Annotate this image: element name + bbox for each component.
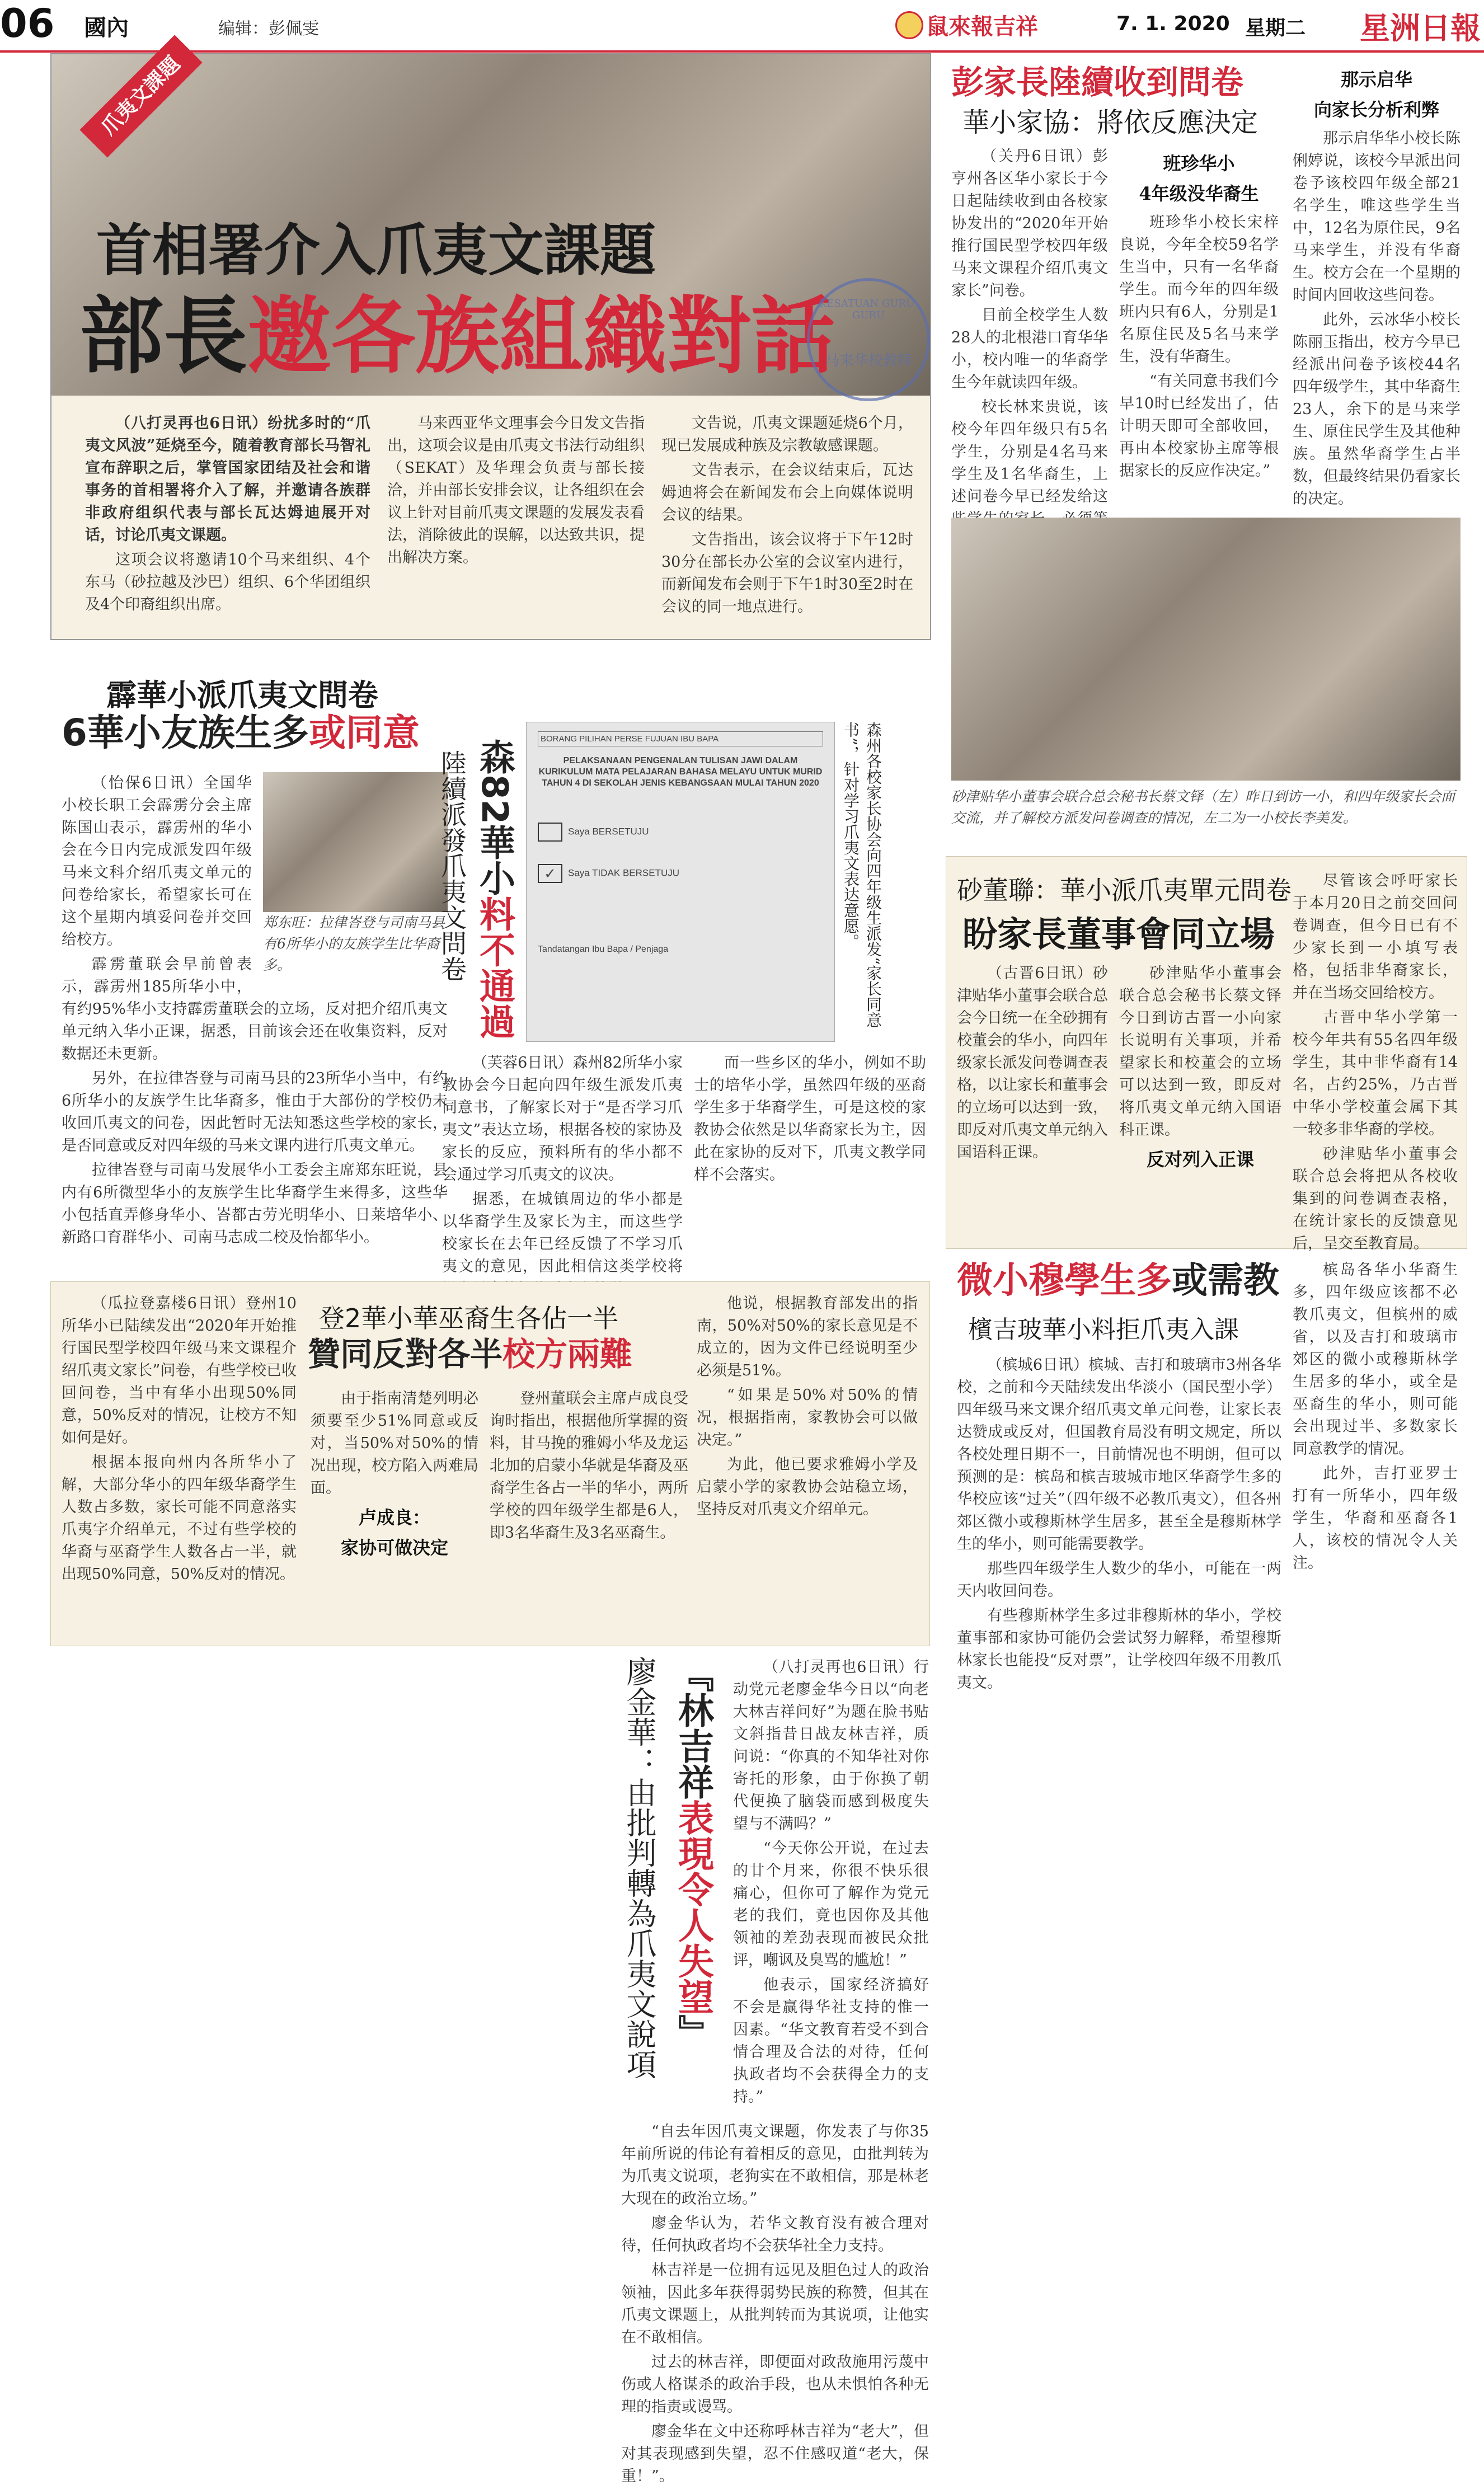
story1-para: （八打灵再也6日讯）纷扰多时的“爪夷文风波”延烧至今，随着教育部长马智礼宣布辞职之后，掌管国家团结及社会和谐事务的首相署将介入了解，并邀请各族群非政府组织代表与部长瓦达姆迪展开对话，讨论爪夷文课题。: [85, 415, 370, 544]
story4-para: （瓜拉登嘉楼6日讯）登州10所华小已陆续发出“2020年开始推行国民型学校四年级马来文课程介绍爪夷文家长”问卷，有些学校已收回问卷，当中有华小出现50%同意，50%反对的情况，让校方不知如何是好。: [62, 1295, 297, 1446]
story3-subtitle: 陸續派發爪夷文問卷: [437, 750, 467, 981]
story7-para: 砂津贴华小董事会联合总会秘书长蔡文铎今日到访古晋一小向家长说明有关事项，并希望家长和校董会的立场可以达到一致，即反对将爪夷文单元纳入国语科正课。: [1119, 965, 1281, 1139]
story2-portrait: [263, 772, 448, 974]
story8-para: 此外，吉打亚罗士打有一所华小，四年级学生，华裔和巫裔各1人，该校的情况令人关注。: [1293, 1465, 1458, 1572]
story5-col1: [733, 1656, 929, 2111]
story3-para: （芙蓉6日讯）森州82所华小家教协会今日起向四年级生派发爪夷同意书，了解家长对于“是否学习爪夷文”表达立场，根据各校的家协及家长的反应，预料所有的华小都不会通过学习爪夷文的议决。: [442, 1054, 683, 1183]
story1-para: 文告指出，该会议将于下午12时30分在部长办公室的会议室内进行，而新闻发布会则于下午1时30至2时在会议的同一地点进行。: [661, 531, 913, 616]
story8-para: 槟岛各华小华裔生多，四年级应该都不必教爪夷文，但槟州的威省，以及吉打和玻璃市郊区的微小或穆斯林学生居多的华小，或全是巫裔生的华小，则可能会出现过半、多数家长同意教学的情况。: [1293, 1261, 1458, 1458]
story3-col1: [442, 1052, 683, 1303]
story7-col3: [1293, 870, 1458, 1257]
ad-text: 鼠來報吉祥: [926, 14, 1038, 40]
story3-para: 而一些乡区的华小，例如不助士的培华小学，虽然四年级的巫裔学生多于华裔学生，可是这校的家教协会依然是以华裔家长为主，因此在家协的反对下，爪夷文教学同样不会落实。: [694, 1054, 926, 1183]
story4-para: 他说，根据教育部发出的指南，50%对50%的家长意见是不成立的，因为文件已经说明至少必须是51%。: [697, 1295, 918, 1379]
agree-text: Saya BERSETUJU: [568, 826, 649, 837]
form-option-disagree: [538, 864, 823, 883]
story4-headline: [308, 1335, 632, 1374]
union-stamp: [807, 278, 930, 401]
story7-col2: [1119, 962, 1281, 1177]
story4-para: “如果是50%对50%的情况，根据指南，家教协会可以做决定。”: [697, 1387, 918, 1449]
story7-para: 古晋中华小学第一校今年共有55名四年级学生，其中非华裔有14名，占约25%，乃古晋中华小学校董会属下其一较多非华裔的学校。: [1293, 1009, 1458, 1138]
story1-col1: [85, 412, 370, 618]
story7-para: 砂津贴华小董事会联合总会将把从各校收集到的问卷调查表格，在统计家长的反馈意见后，呈交至教育局。: [1293, 1145, 1458, 1252]
story6-para: “有关同意书我们今早10时已经发出了，估计明天即可全部收回，再由本校家协主席等根据家长的反应作决定。”: [1119, 373, 1279, 480]
story5-para: 廖金华在文中还称呼林吉祥为“老大”，但对其表现感到失望，忍不住感叹道“老大，保重！”。: [621, 2423, 929, 2485]
story7-col1: [957, 962, 1108, 1166]
checkbox-icon: [538, 823, 562, 842]
story6-para: 班珍华小校长宋梓良说，今年全校59名学生当中，只有一名华裔学生。而今年的四年级班内只有6人，分别是1名原住民及5名马来学生，没有华裔生。: [1119, 214, 1279, 365]
story6-col1: [951, 145, 1108, 577]
story6-para: 那示启华华小校长陈俐婷说，该校今早派出问卷予该校四年级全部21名学生，唯这些学生当中，12名为原住民，9名马来学生，并没有华裔生。校方会在一个星期的时间内回收这些问卷。: [1293, 130, 1460, 304]
story5-para: “今天你公开说，在过去的廿个月来，你很不快乐很痛心，但你可了解作为党元老的我们，竟也因你及其他领袖的差劲表现而被民众批评，嘲讽及臭骂的尴尬！”: [733, 1840, 929, 1969]
story4-col4: [697, 1293, 918, 1523]
story1-col2: [387, 412, 645, 571]
story2-headline: [62, 711, 420, 755]
story8-headline: [957, 1259, 1279, 1303]
form-header: BORANG PILIHAN PERSE FUJUAN IBU BAPA: [538, 731, 823, 746]
story4-headline-red: 校方兩難: [503, 1335, 633, 1373]
survey-form-photo: [526, 722, 835, 1042]
story8-para: 有些穆斯林学生多过非穆斯林的华小，学校董事部和家协可能仍会尝试努力解释，希望穆斯林家长也能投“反对票”，让学校四年级不用教爪夷文。: [957, 1607, 1281, 1692]
story4-col3: [490, 1388, 688, 1547]
portrait-photo: [263, 772, 448, 912]
story5-para: 他表示，国家经济搞好不会是赢得华社支持的惟一因素。“华文教育若受不到合情合理及合法的对待，任何执政者均不会获得全力的支持。”: [733, 1976, 929, 2106]
story1-para: 马来西亚华文理事会今日发文告指出，这项会议是由爪夷文书法行动组织（SEKAT）及华理会负责与部长接洽，并由部长安排会议，让各组织在会议上针对目前爪夷文课题的发展发表看法，消除彼此的误解，以达致共识，提出解决方案。: [387, 415, 645, 566]
story6-para: 此外，云冰华小校长陈丽玉指出，校方今早已经派出问卷予该校44名四年级学生，其中华裔生23人，余下的是马来学生、原住民学生及其他种族。虽然华裔学生占半数，但最终结果仍看家长的决定。: [1293, 311, 1460, 508]
editor-credit: 编辑：彭佩雯: [218, 19, 319, 39]
story3-caption: 森州各校家长协会向四年级生派发“家长同意书”，针对学习爪夷文表达意愿。: [842, 722, 882, 1028]
stamp-outer-text: KESATUAN GURU-GURU: [819, 298, 918, 321]
story8-col1: [957, 1354, 1281, 1697]
story7-kicker: 砂董聯：華小派爪夷單元問卷: [957, 875, 1292, 905]
story1-headline: [79, 289, 835, 384]
story6-col2: [1119, 145, 1279, 485]
story4-para: 为此，他已要求雅姆小学及启蒙小学的家教协会站稳立场，坚持反对爪夷文介绍单元。: [697, 1456, 918, 1518]
story8-subhead: 檳吉玻華小料拒爪夷入課: [968, 1316, 1239, 1344]
story3-col2: [694, 1052, 926, 1188]
story4-sub2: 家协可做决定: [340, 1537, 448, 1558]
form-option-agree: [538, 823, 823, 842]
story1-para: 文告说，爪夷文课题延烧6个月，现已发展成种族及宗教敏感课题。: [661, 415, 913, 454]
story7-headline: 盼家長董事會同立場: [962, 914, 1275, 955]
issue-date: 7. 1. 2020: [1116, 12, 1230, 35]
stamp-inner-text: 马来华校教师: [824, 353, 912, 369]
form-footer: Tandatangan Ibu Bapa / Penjaga: [538, 945, 669, 954]
newspaper-logo: 星洲日報: [1360, 11, 1481, 46]
story7-para: （古晋6日讯）砂津贴华小董事会联合总会今日统一在全砂拥有校董会的华小，向四年级家长派发问卷调查表格，以让家长和董事会的立场可以达到一致，即反对爪夷文单元纳入国语科正课。: [957, 965, 1108, 1161]
story2-kicker: 霹華小派爪夷文問卷: [106, 678, 378, 713]
story6-kicker: 彭家長陸續收到問卷: [951, 63, 1244, 101]
story5-para: 林吉祥是一位拥有远见及胆色过人的政治领袖，因此多年获得弱势民族的称赞，但其在爪夷文课题上，从批判转而为其说项，让他实在不敢相信。: [621, 2262, 929, 2346]
section-name: 國內: [84, 15, 129, 41]
story3-title-red: 料不通過: [473, 896, 515, 1040]
story1-headline-red: 邀各族組織對話: [247, 288, 835, 386]
portrait-caption: 郑东旺：拉律峇登与司南马县有6所华小的友族学生比华裔多。: [263, 914, 445, 973]
story6-sub3a: 那示启华: [1340, 69, 1412, 90]
story5-para: 过去的林吉祥，即便面对政敌施用污蔑中伤或人格谋杀的政治手段，也从未惧怕各种无理的指责或谩骂。: [621, 2353, 929, 2416]
story6-sub3b: 向家长分析利弊: [1313, 99, 1439, 120]
story8-headline-red: 微小穆學生多: [957, 1260, 1172, 1302]
story2-para: 另外，在拉律峇登与司南马县的23所华小当中，有约6所华小的友族学生比华裔多，惟由于大部份的学校仍未收回爪夷文的问卷，因此暂时无法知悉这些学校的家长，是否同意或反对四年级的马来文课内进行爪夷文单元。: [62, 1070, 448, 1154]
story2-body: [62, 772, 448, 1251]
story5-para: “自去年因爪夷文课题，你发表了与你35年前所说的伟论有着相反的意见，由批判转为为爪夷文说项，老狗实在不敢相信，那是林老大现在的政治立场。”: [621, 2123, 929, 2207]
story5-para: 廖金华认为，若华文教育没有被合理对待，任何执政者均不会获华社全力支持。: [621, 2215, 929, 2254]
mouse-icon: [895, 11, 923, 39]
story8-headline-black: 或需教: [1172, 1260, 1279, 1302]
story4-para: 登州董联会主席卢成良受询时指出，根据他所掌握的资料，甘马挽的雅姆小华及龙运北加的启蒙小华就是华裔及巫裔学生各占一半的华小，两所学校的四年级学生都是6人，即3名华裔生及3名巫裔生。: [490, 1390, 688, 1542]
story4-sub1: 卢成良：: [358, 1507, 430, 1528]
page-number: 06: [0, 1, 55, 46]
story2-para: 霹雳董联会早前曾表示，霹雳州185所华小中，有约95%华小支持霹雳董联会的立场，反对把介绍爪夷文单元纳入华小正课，据悉，目前该会还在收集资料，反对数据还未更新。: [62, 956, 448, 1063]
story6-sub2: 4年级没华裔生: [1139, 183, 1259, 204]
meeting-photo: [951, 518, 1460, 781]
story6-col3: [1293, 62, 1460, 513]
story8-para: 那些四年级学生人数少的华小，可能在一两天内收回问卷。: [957, 1560, 1281, 1600]
story8-para: （槟城6日讯）槟城、吉打和玻璃市3州各华校，之前和今天陆续发出华淡小（国民型小学）四年级马来文课介绍爪夷文单元问卷，让家长表达赞成或反对，但国教育局没有明文规定，所以各校处理日期不一，目前情况也不明朗，但可以预测的是：槟岛和槟吉玻城市地区华裔学生多的华校应该“过关”（四年级不必教爪夷文），但各州郊区微小或穆斯林学生居多，甚至全是穆斯林学生的华小，则可能需要教学。: [957, 1356, 1281, 1553]
feature-box: [50, 53, 931, 640]
story4-para: 根据本报向州内各所华小了解，大部分华小的四年级华裔学生人数占多数，家长可能不同意落实爪夷字介绍单元，不过有些学校的华裔与巫裔学生人数各占一半，就出现50%同意，50%反对的情况。: [62, 1454, 297, 1583]
checkbox-checked-icon: ✓: [538, 864, 562, 883]
story4-para: 由于指南清楚列明必须要至少51%同意或反对，当50%对50%的情况出现，校方陷入两难局面。: [311, 1390, 478, 1497]
story7-sub1: 反对列入正课: [1146, 1149, 1254, 1170]
story2-headline-red: 或同意: [308, 711, 420, 754]
story4-kicker: 登2華小華巫裔生各佔一半: [319, 1303, 619, 1333]
story1-kicker: 首相署介入爪夷文課題: [96, 218, 656, 283]
story2-headline-black: 6華小友族生多: [62, 711, 309, 754]
story1-headline-black: 部長: [79, 288, 248, 386]
form-title: PELAKSANAAN PENGENALAN TULISAN JAWI DALAM KURIKULUM MATA PELAJARAN BAHASA MELAYU UNTUK MURID TAHUN 4 DI SEKOLAH JENIS KEBANGSAAN MULAI TAHUN 2020: [538, 756, 823, 788]
story2-para: 拉律峇登与司南马发展华小工委会主席郑东旺说，县内有6所微型华小的友族学生比华裔学生来得多，这些华小包括直弄修身华小、峇都古劳光明华小、日莱培华小、新路口育群华小、司南马志成二校及怡都华小。: [62, 1162, 448, 1246]
story5-subtitle: 廖金華：由批判轉為爪夷文說項: [622, 1656, 657, 2079]
story5-title-red: 表現令人失望: [672, 1800, 713, 2014]
story4-col1: [62, 1293, 297, 1588]
weekday: 星期二: [1245, 17, 1306, 40]
story3-para: 据悉，在城镇周边的华小都是以华裔学生及家长为主，而这些学校家长在去年已经反馈了不学习爪夷文的意见，因此相信这类学校将: [442, 1191, 683, 1275]
disagree-text: Saya TIDAK BERSETUJU: [568, 867, 680, 878]
story5-para: （八打灵再也6日讯）行动党元老廖金华今日以“向老大林吉祥问好”为题在脸书贴文斜指昔日战友林吉祥，质问说：“你真的不知华社对你寄托的形象，由于你换了朝代便换了脑袋而感到极度失望与不满吗？”: [733, 1659, 929, 1833]
meeting-photo-caption: 砂津贴华小董事会联合总会秘书长蔡文铎（左）昨日到访一小，和四年级家长会面交流，并了解校方派发问卷调查的情况，左二为一小校长李美发。: [951, 788, 1455, 826]
story3-title: [473, 739, 515, 1039]
story5-title: [671, 1656, 714, 2050]
story4-col2: [311, 1388, 478, 1566]
story1-col3: [661, 412, 913, 621]
story8-col2: [1293, 1259, 1458, 1577]
story1-para: 这项会议将邀请10个马来组织、4个东马（砂拉越及沙巴）组织、6个华团组织及4个印裔组织出席。: [85, 551, 370, 613]
story2-para: （怡保6日讯）全国华小校长职工会霹雳分会主席陈国山表示，霹雳州的华小会在今日内完成派发四年级马来文科介绍爪夷文单元的问卷给家长，希望家长可在这个星期内填妥问卷并交回给校方。: [62, 774, 252, 948]
page-header: [0, 0, 1484, 53]
story6-para: 目前全校学生人数28人的北根港口育华华小，校内唯一的华裔学生今年就读四年级。: [951, 307, 1108, 391]
story5-col2: [621, 2121, 929, 2490]
story6-para: （关丹6日讯）彭亨州各区华小家长于今日起陆续收到由各校家协发出的“2020年开始推行国民型学校四年级马来文课程介绍爪夷文家长”问卷。: [951, 148, 1108, 299]
story6-sub1: 班珍华小: [1163, 153, 1235, 174]
story5-title-end: 』: [672, 2014, 713, 2050]
story7-para: 尽管该会呼吁家长于本月20日之前交回问卷调查，但今日已有不少家长到一小填写表格，包括非华裔家长，并在当场交回给校方。: [1293, 872, 1458, 1002]
story1-para: 文告表示，在会议结束后，瓦达姆迪将会在新闻发布会上向媒体说明会议的结果。: [661, 462, 913, 524]
story3-title-black: 森82華小: [473, 739, 515, 896]
tag-label: 爪夷文課題: [79, 35, 202, 157]
story6-para: 校长林来贵说，该校今年四年级只有5名学生，分别是4名马来学生及1名华裔生，上述问卷今早已经发给这: [951, 398, 1108, 505]
story5-title-black: 『林吉祥: [672, 1656, 713, 1800]
story6-headline: 華小家協：將依反應決定: [962, 107, 1258, 138]
story4-headline-black: 贊同反對各半: [308, 1335, 503, 1373]
